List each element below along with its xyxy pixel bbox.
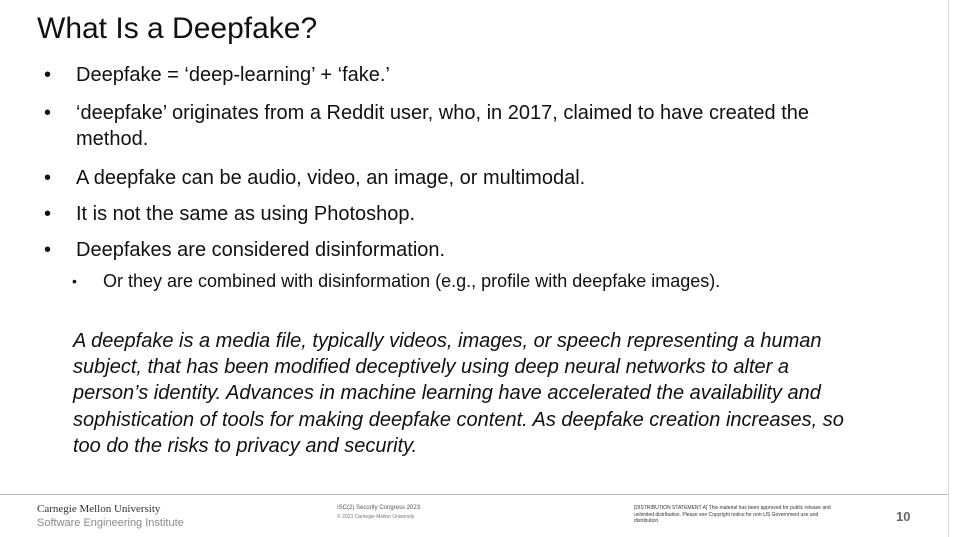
footer-institute-name: Software Engineering Institute	[37, 517, 184, 529]
footer-copyright: © 2023 Carnegie Mellon University	[337, 514, 415, 520]
slide-edge-divider	[948, 0, 949, 537]
bullet-dot: •	[44, 64, 52, 86]
footer-event-name: ISC(2) Security Congress 2023	[337, 505, 421, 511]
footer-divider	[0, 494, 948, 495]
slide-title: What Is a Deepfake?	[37, 12, 318, 45]
bullet-text: A deepfake can be audio, video, an image, or multimodal.	[76, 167, 586, 189]
page-number: 10	[896, 509, 911, 524]
bullet-dot: •	[44, 239, 52, 261]
footer-org-name: Carnegie Mellon University	[37, 503, 161, 515]
bullet-text: ‘deepfake’ originates from a Reddit user, who, in 2017, claimed to have created the method.	[76, 102, 810, 150]
footer-distribution-statement: [DISTRIBUTION STATEMENT A] This material has been approved for public release and unlimited distribution. Please see Copyright notice for non-US Government use and distribution.	[634, 505, 831, 524]
bullet-text: It is not the same as using Photoshop.	[76, 203, 416, 225]
sub-bullet-dot: •	[72, 273, 77, 289]
definition-quote: A deepfake is a media file, typically videos, images, or speech representing a human subject, that has been modified deceptively using deep neural networks to alter a person’s identity. Advances in machine learning have accelerated the availability and sophistication of tools for making deepfake content. As deepfake creation increases, so too do the risks to privacy and security.	[73, 330, 844, 457]
bullet-text: Deepfakes are considered disinformation.	[76, 239, 446, 261]
bullet-text: Deepfake = ‘deep-learning’ + ‘fake.’	[76, 64, 390, 86]
bullet-dot: •	[44, 167, 52, 189]
sub-bullet-text: Or they are combined with disinformation (e.g., profile with deepfake images).	[103, 271, 721, 291]
bullet-dot: •	[44, 102, 52, 124]
bullet-dot: •	[44, 203, 52, 225]
